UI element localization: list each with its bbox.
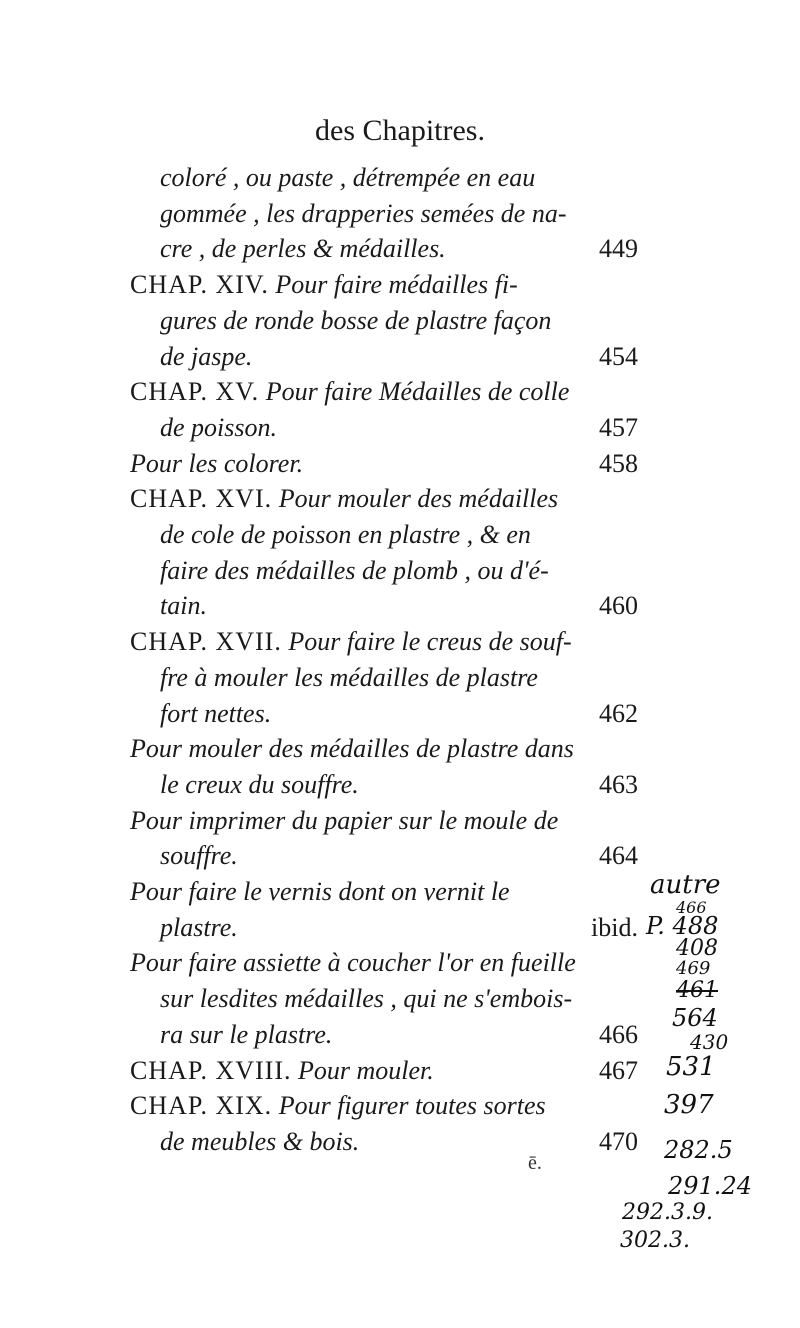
handwritten-number: 397 — [664, 1090, 714, 1120]
toc-entry-text — [160, 908, 238, 948]
toc-entry-text — [130, 265, 518, 305]
chapter-label: CHAP. XVI. — [130, 484, 273, 514]
toc-entry-text — [160, 694, 271, 734]
toc-line — [0, 265, 800, 305]
toc-entry-text — [160, 408, 277, 448]
handwritten-number: 461 — [676, 978, 718, 1003]
handwritten-number: 302.3. — [620, 1228, 690, 1253]
entry-title: tain. — [160, 591, 207, 621]
handwritten-number: 466 — [676, 898, 707, 917]
handwritten-number: 408 — [676, 936, 718, 961]
page-number: 467 — [599, 1055, 638, 1085]
entry-title: fort nettes. — [160, 698, 272, 728]
entry-title: fre à mouler les médailles de plastre — [160, 662, 538, 692]
toc-entry-text — [160, 515, 531, 555]
toc-entry-text — [160, 229, 446, 269]
entry-title: souffre. — [160, 841, 238, 871]
toc-line — [0, 801, 800, 841]
toc-line — [0, 551, 800, 591]
entry-title: ra sur le plastre. — [160, 1019, 333, 1049]
handwritten-number: 282.5 — [664, 1136, 733, 1164]
running-head: des Chapitres. — [315, 114, 485, 147]
toc-line — [0, 515, 800, 555]
toc-entry-text — [130, 1086, 546, 1126]
page-number: 466 — [599, 1019, 638, 1049]
toc-line — [0, 694, 800, 734]
chapter-label: CHAP. XVIII. — [130, 1055, 292, 1085]
toc-line — [0, 729, 800, 769]
page-number: 462 — [599, 698, 638, 728]
entry-title: faire des médailles de plomb , ou d'é- — [160, 555, 549, 585]
entry-title: Pour mouler des médailles — [278, 484, 559, 514]
toc-entry-text — [130, 444, 303, 484]
chapter-label: CHAP. XV. — [130, 377, 260, 407]
toc-line — [0, 337, 800, 377]
toc-line — [0, 301, 800, 341]
entry-title: Pour faire médailles fi- — [275, 270, 518, 300]
toc-line — [0, 622, 800, 662]
toc-entry-text — [160, 765, 359, 805]
entry-title: Pour faire le creus de souf- — [288, 627, 572, 657]
entry-title: gures de ronde bosse de plastre façon — [160, 305, 552, 335]
toc-entry-text — [160, 1122, 359, 1162]
entry-title: Pour faire assiette à coucher l'or en fueille — [130, 948, 576, 978]
toc-entry-text — [130, 729, 574, 769]
toc-entry-text — [160, 658, 538, 698]
handwritten-number: 430 — [690, 1030, 729, 1054]
toc-line — [0, 372, 800, 412]
toc-line — [0, 658, 800, 698]
toc-entry-text — [160, 836, 238, 876]
page-number: 457 — [599, 412, 638, 442]
toc-line — [0, 444, 800, 484]
toc-entry-text — [160, 586, 207, 626]
page-number: 464 — [599, 841, 638, 871]
page-number: 470 — [599, 1126, 638, 1156]
handwritten-number: 291.24 — [668, 1172, 752, 1200]
toc-line — [0, 479, 800, 519]
handwritten-number: P. 488 — [646, 912, 719, 940]
toc-entry-text — [130, 1051, 434, 1091]
toc-entry-text — [160, 1015, 332, 1055]
entry-title: sur lesdites médailles , qui ne s'embois- — [160, 984, 573, 1014]
toc-entry-text — [160, 551, 549, 591]
toc-line — [0, 586, 800, 626]
entry-title: Pour imprimer du papier sur le moule de — [130, 805, 559, 835]
entry-title: Pour figurer toutes sortes — [278, 1091, 546, 1121]
entry-title: Pour faire le vernis dont on vernit le — [130, 877, 510, 906]
toc-entry-text — [130, 943, 576, 983]
entry-title: cre , de perles & médailles. — [160, 234, 446, 264]
toc-entry-text — [130, 622, 572, 662]
toc-entry-text — [160, 337, 252, 377]
toc-entry-text — [130, 872, 510, 912]
handwritten-number: 292.3.9. — [622, 1200, 713, 1225]
toc-entry-text — [130, 372, 569, 412]
toc-entry-text — [160, 194, 567, 234]
catchword: ē. — [528, 1152, 542, 1174]
toc-line — [0, 194, 800, 234]
entry-title: coloré , ou paste , détrempée en eau — [160, 163, 536, 192]
entry-title: le creux du souffre. — [160, 769, 359, 799]
page-number: 460 — [599, 591, 638, 621]
toc-line — [0, 408, 800, 448]
chapter-label: CHAP. XVII. — [130, 627, 282, 657]
page-number: 449 — [599, 234, 638, 264]
toc-line — [0, 158, 800, 198]
toc-entry-text — [160, 979, 572, 1019]
toc-entry-text — [160, 158, 535, 198]
toc-entry-text — [160, 301, 551, 341]
page-number: 463 — [599, 769, 638, 799]
entry-title: gommée , les drapperies semées de na- — [160, 198, 567, 228]
entry-title: de cole de poisson en plastre , & en — [160, 520, 531, 549]
toc-entry-text — [130, 801, 558, 841]
entry-title: Pour mouler des médailles de plastre dans — [130, 734, 574, 764]
toc-line — [0, 229, 800, 269]
handwritten-number: 531 — [666, 1052, 716, 1082]
chapter-label: CHAP. XIX. — [130, 1091, 273, 1121]
entry-title: de jaspe. — [160, 341, 253, 371]
entry-title: plastre. — [160, 912, 238, 942]
handwritten-number: 469 — [676, 958, 711, 979]
entry-title: Pour faire Médailles de colle — [265, 377, 570, 407]
entry-title: de poisson. — [160, 412, 277, 442]
toc-line — [0, 765, 800, 805]
entry-title: Pour les colorer. — [130, 448, 304, 478]
chapter-label: CHAP. XIV. — [130, 270, 269, 300]
entry-title: de meubles & bois. — [160, 1126, 360, 1156]
handwritten-note-autre: autre — [650, 870, 721, 900]
page-number: 454 — [599, 341, 638, 371]
page-number: 458 — [599, 448, 638, 478]
page-number: ibid. — [591, 912, 638, 942]
toc-entry-text — [130, 479, 558, 519]
handwritten-number: 564 — [672, 1004, 718, 1032]
entry-title: Pour mouler. — [298, 1055, 434, 1085]
